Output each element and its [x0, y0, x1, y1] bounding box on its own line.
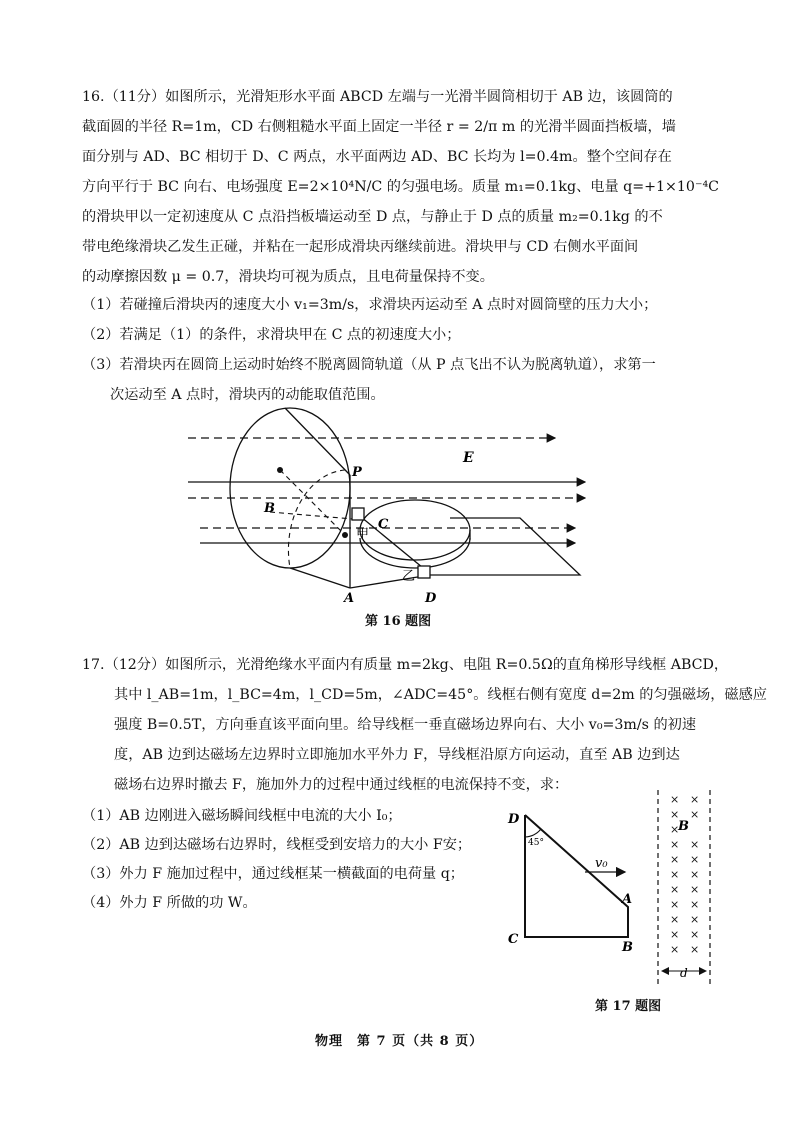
wire-frame	[525, 815, 628, 937]
label-A: A	[622, 892, 633, 907]
q16-subquestions	[82, 290, 657, 410]
q16-sub2: （2）若满足（1）的条件，求滑块甲在 C 点的初速度大小；	[82, 327, 461, 343]
plane-edge-CD	[355, 512, 428, 572]
q16-line: 带电绝缘滑块乙发生正碰，并粘在一起形成滑块丙继续前进。滑块甲与 CD 右侧水平面间	[82, 239, 639, 255]
label-yi: 乙	[402, 569, 416, 584]
q17-figure	[500, 785, 730, 990]
q16-line: 的滑块甲以一定初速度从 C 点沿挡板墙运动至 D 点，与静止于 D 点的质量 m₂=0.1kg 的不	[82, 209, 663, 225]
label-A: A	[344, 591, 355, 605]
label-E: E	[463, 450, 474, 466]
cylinder-end-front	[230, 408, 350, 568]
label-d: d	[680, 966, 688, 980]
field-cross-mark: ×	[690, 883, 700, 896]
q17-line: 17.（12分）如图所示，光滑绝缘水平面内有质量 m=2kg、电阻 R=0.5Ω的直角梯形导线框 ABCD，	[82, 657, 729, 673]
q17-sub3: （3）外力 F 施加过程中，通过线框某一横截面的电荷量 q；	[82, 866, 464, 882]
q17-sub2: （2）AB 边到达磁场右边界时，线框受到安培力的大小 F安；	[82, 837, 472, 853]
field-cross-mark: ×	[690, 808, 700, 821]
field-cross-mark: ×	[690, 943, 700, 956]
block-jia	[352, 508, 364, 520]
label-Bfield: B	[678, 819, 689, 834]
q17-line: 其中 l_AB=1m，l_BC=4m，l_CD=5m，∠ADC=45°。线框右侧有宽度 d=2m 的匀强磁场，磁感应	[114, 687, 767, 703]
label-angle: 45°	[528, 838, 544, 848]
label-D: D	[425, 591, 437, 605]
q17-line: 度，AB 边到达磁场左边界时立即施加水平外力 F，导线框沿原方向运动，直至 AB 边到达	[114, 747, 680, 763]
field-cross-mark: ×	[670, 838, 680, 851]
angle-arc	[525, 829, 541, 837]
q16-line: 面分别与 AD、BC 相切于 D、C 两点，水平面两边 AD、BC 长均为 l=0.4m。整个空间存在	[82, 149, 672, 165]
q16-sub3: （3）若滑块丙在圆筒上运动时始终不脱离圆筒轨道（从 P 点飞出不认为脱离轨道），求第一	[82, 357, 656, 373]
block-yi	[418, 566, 430, 578]
q16-line: 方向平行于 BC 向右、电场强度 E=2×10⁴N/C 的匀强电场。质量 m₁=0.1kg、电量 q=+1×10⁻⁴C	[82, 179, 719, 195]
q17-stem	[82, 650, 767, 800]
field-cross-mark: ×	[690, 928, 700, 941]
cylinder-bottom	[290, 568, 350, 588]
q16-line: 16.（11分）如图所示，光滑矩形水平面 ABCD 左端与一光滑半圆筒相切于 AB 边，该圆筒的	[82, 89, 673, 105]
field-cross-mark: ×	[670, 913, 680, 926]
q16-line: 截面圆的半径 R=1m，CD 右侧粗糙水平面上固定一半径 r = 2/π m 的光滑半圆面挡板墙，墙	[82, 119, 676, 135]
field-cross-mark: ×	[690, 853, 700, 866]
label-C: C	[508, 932, 519, 947]
label-D: D	[508, 812, 520, 827]
field-cross-mark: ×	[670, 823, 680, 836]
field-cross-mark: ×	[690, 838, 700, 851]
label-B: B	[622, 940, 633, 955]
field-cross-mark: ×	[670, 883, 680, 896]
cylinder-top	[285, 408, 350, 475]
q16-caption: 第 16 题图	[365, 614, 432, 629]
field-cross-mark: ×	[670, 868, 680, 881]
q16-stem	[82, 82, 719, 292]
field-cross-mark: ×	[690, 868, 700, 881]
field-crosses	[670, 793, 699, 956]
label-B: B	[264, 501, 275, 516]
cylinder-center-dot	[277, 467, 283, 473]
q17-subquestions	[82, 802, 471, 918]
field-cross-mark: ×	[690, 913, 700, 926]
label-P: P	[352, 465, 362, 480]
label-v0: v₀	[595, 856, 608, 871]
field-cross-mark: ×	[670, 943, 680, 956]
field-cross-mark: ×	[670, 853, 680, 866]
q17-sub1: （1）AB 边刚进入磁场瞬间线框中电流的大小 I₀；	[82, 808, 402, 824]
q16-figure	[180, 400, 620, 605]
q16-line: 的动摩擦因数 μ = 0.7，滑块均可视为质点，且电荷量保持不变。	[82, 269, 494, 285]
plane-center-dot	[342, 532, 348, 538]
cylinder-axis	[280, 470, 345, 535]
cylinder-end-back	[288, 470, 345, 568]
q17-sub4: （4）外力 F 所做的功 W。	[82, 895, 257, 911]
plane-edge-BC	[270, 512, 365, 520]
q16-sub1: （1）若碰撞后滑块丙的速度大小 v₁=3m/s，求滑块丙运动至 A 点时对圆筒壁的压力大小；	[82, 297, 658, 313]
q17-line: 强度 B=0.5T，方向垂直该平面向里。给导线框一垂直磁场边界向右、大小 v₀=3m/s 的初速	[114, 717, 697, 733]
field-cross-mark: ×	[670, 928, 680, 941]
label-jia: 甲	[356, 527, 370, 542]
field-cross-mark: ×	[670, 793, 680, 806]
field-cross-mark: ×	[670, 808, 680, 821]
q17-line: 磁场右边界时撤去 F，施加外力的过程中通过线框的电流保持不变，求：	[114, 777, 569, 793]
page-footer: 物理 第 7 页（共 8 页）	[315, 1034, 484, 1049]
q16-sub3-cont: 次运动至 A 点时，滑块丙的动能取值范围。	[110, 387, 385, 403]
q17-caption: 第 17 题图	[595, 999, 662, 1014]
label-C: C	[378, 517, 389, 532]
field-cross-mark: ×	[690, 793, 700, 806]
field-cross-mark: ×	[690, 898, 700, 911]
field-cross-mark: ×	[670, 898, 680, 911]
rough-plane	[430, 518, 580, 575]
